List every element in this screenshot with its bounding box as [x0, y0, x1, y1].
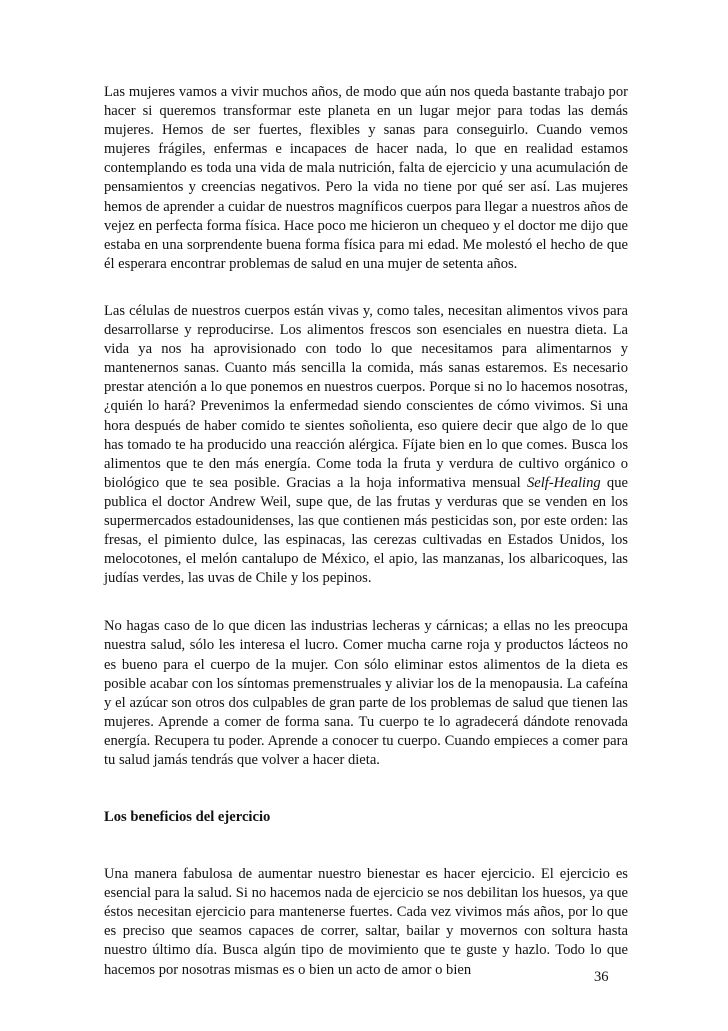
paragraph-exercise: Una manera fabulosa de aumentar nuestro bienestar es hacer ejercicio. El ejercicio es esencial para la salud. Si no hacemos nada de ejercicio se nos debilitan los huesos, ya que éstos necesitan ejercicio para mantenerse fuertes. Cada vez vivimos más años, por lo que es preciso que seamos capaces de correr, saltar, bailar y movernos con soltura hasta nuestro último día. Busca algún tipo de movimiento que te guste y hazlo. Todo lo que hacemos por nosotras mismas es o bien un acto de amor o bien — [104, 866, 628, 978]
paragraph-aging-women: Las mujeres vamos a vivir muchos años, de modo que aún nos queda bastante trabajo por hacer si queremos transformar este planeta en un lugar mejor para todas las demás mujeres. Hemos de ser fuertes, flexibles y sanas para conseguirlo. Cuando vemos mujeres frágiles, enfermas e incapaces de hacer nada, lo que en realidad estamos contemplando es toda una vida de mala nutrición, falta de ejercicio y una acumulación de pensamientos y creencias negativos. Pero la vida no tiene por qué ser así. Las mujeres hemos de aprender a cuidar de nuestros magníficos cuerpos para llegar a nuestros años de vejez en perfecta forma física. Hace poco me hicieron un chequeo y el doctor me dijo que estaba en una sorprendente buena forma física para mi edad. Me molestó el hecho de que él esperara encontrar problemas de salud en una mujer de setenta años. — [104, 84, 628, 272]
paragraph-cells-text-end: que publica el doctor Andrew Weil, supe que, de las frutas y verduras que se venden en los supermercados estadounidenses, las que contienen más pesticidas son, por este orden: las fresas, el pimiento dulce, las espinacas, las cerezas cultivadas en Estados Unidos, los melocotones, el melón cantalupo de México, el apio, las manzanas, los albaricoques, las judías verdes, las uvas de Chile y los pepinos. — [104, 474, 628, 587]
page-number: 36 — [594, 969, 609, 985]
paragraph-dairy-meat: No hagas caso de lo que dicen las industrias lecheras y cárnicas; a ellas no les preocupa nuestra salud, sólo les interesa el lucro. Comer mucha carne roja y productos lácteos no es bueno para el cuerpo de la mujer. Con sólo eliminar estos alimentos de la dieta es posible acabar con los síntomas premenstruales y aliviar los de la menopausia. La cafeína y el azúcar son otros dos culpables de gran parte de los problemas de salud que tienen las mujeres. Aprende a comer de forma sana. Tu cuerpo te lo agradecerá dándote renovada energía. Recupera tu poder. Aprende a conocer tu cuerpo. Cuando empieces a comer para tu salud jamás tendrás que volver a hacer dieta. — [104, 618, 628, 768]
newsletter-title: Self-Healing — [526, 474, 601, 491]
paragraph-living-cells — [104, 302, 628, 588]
section-heading-exercise: Los beneficios del ejercicio — [104, 809, 271, 826]
document-page — [104, 83, 628, 980]
paragraph-cells-text-start: Las células de nuestros cuerpos están vivas y, como tales, necesitan alimentos vivos para desarrollarse y reproducirse. Los alimentos frescos son esenciales en nuestra dieta. La vida ya nos ha aprovisionado con todo lo que necesitamos para alimentarnos y mantenernos sanas. Cuanto más sencilla la comida, más sanas estaremos. Es necesario prestar atención a lo que ponemos en nuestros cuerpos. Porque si no lo hacemos nosotras, ¿quién lo hará? Prevenimos la enfermedad siendo conscientes de cómo vivimos. Si una hora después de haber comido te sientes soñolienta, eso quiere decir que algo de lo que has tomado te ha producido una reacción alérgica. Fíjate bien en lo que comes. Busca los alimentos que te den más energía. Come toda la fruta y verdura de cultivo orgánico o biológico que te sea posible. Gracias a la hoja informativa mensual — [104, 302, 628, 491]
